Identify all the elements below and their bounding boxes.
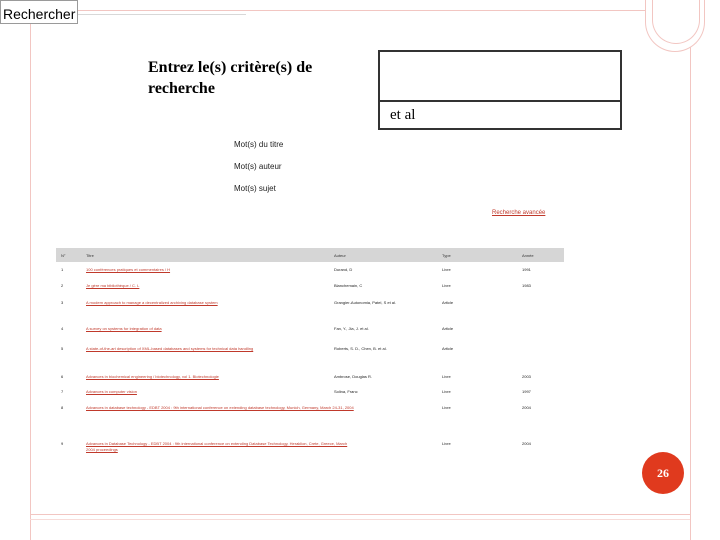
row-type: Livre: [442, 283, 451, 288]
row-num: 8: [61, 405, 64, 410]
header-type[interactable]: Type: [442, 253, 451, 258]
row-year: 1983: [522, 283, 531, 288]
row-type: Article: [442, 326, 454, 331]
advanced-search-link[interactable]: Recherche avancée: [492, 210, 546, 216]
table-row: [56, 441, 564, 461]
option-title-words[interactable]: Mot(s) du titre: [234, 140, 284, 149]
table-header: [56, 248, 564, 262]
frame-top-line: [30, 10, 690, 11]
row-title-link[interactable]: Advances in computer vision: [86, 389, 137, 394]
row-type: Livre: [442, 389, 451, 394]
table-row: [56, 374, 564, 389]
row-title-link[interactable]: Je gère ma bibliothèque / C. L: [86, 283, 140, 288]
row-num: 4: [61, 326, 64, 331]
criteria-input[interactable]: [380, 52, 620, 102]
option-author-words[interactable]: Mot(s) auteur: [234, 162, 282, 171]
header-year[interactable]: Année: [522, 253, 534, 258]
frame-left-line: [30, 0, 31, 540]
row-author: Roberts, S. D., Chen, B. et al.: [334, 346, 387, 351]
row-num: 3: [61, 300, 64, 305]
criteria-label: Entrez le(s) critère(s) de recherche: [148, 59, 313, 97]
option-subject-words[interactable]: Mot(s) sujet: [234, 184, 276, 193]
frame-right-line: [690, 0, 691, 540]
page-number-badge: 26: [642, 452, 684, 494]
row-type: Livre: [442, 374, 451, 379]
header-author[interactable]: Auteur: [334, 253, 346, 258]
frame-bottom-line-2: [30, 519, 690, 520]
row-title-link[interactable]: 100 conférences pratiques et commentaires / H: [86, 267, 171, 272]
row-year: 2004: [522, 405, 531, 410]
row-num: 6: [61, 374, 64, 379]
row-title-link[interactable]: Advances in Database Technology - EDBT 2004 : 9th international conference on extending Database Technology, Heraklion, Crete, Greece, March 2004 proceedings: [86, 441, 348, 452]
row-num: 5: [61, 346, 64, 351]
table-row: [56, 389, 564, 405]
table-row: [56, 326, 564, 346]
row-type: Livre: [442, 441, 451, 446]
row-year: 1997: [522, 389, 531, 394]
row-year: 1991: [522, 267, 531, 272]
top-divider: [78, 14, 246, 15]
table-row: [56, 283, 564, 300]
row-title-link[interactable]: A state-of-the-art description of XML-based databases and systems for technical data handling: [86, 346, 254, 351]
header-num: N°: [61, 253, 66, 258]
results-table: [56, 248, 564, 461]
table-row: [56, 300, 564, 326]
frame-bottom-line: [30, 514, 690, 515]
row-type: Livre: [442, 405, 451, 410]
row-author: Durand, D: [334, 267, 353, 272]
table-row: [56, 267, 564, 283]
row-author: Solina, Franc: [334, 389, 358, 394]
row-title-link[interactable]: Advances in biochemical engineering / biotechnology, vol 1. Biotechnologie: [86, 374, 219, 379]
row-num: 2: [61, 283, 64, 288]
row-type: Article: [442, 346, 454, 351]
row-num: 1: [61, 267, 64, 272]
row-type: Article: [442, 300, 454, 305]
search-button[interactable]: Rechercher: [0, 0, 78, 24]
row-year: 2004: [522, 441, 531, 446]
criteria-value[interactable]: et al: [390, 107, 416, 123]
header-title[interactable]: Titre: [86, 253, 94, 258]
row-year: 2003: [522, 374, 531, 379]
row-author: Blanchemain, C: [334, 283, 363, 288]
row-title-link[interactable]: A survey on systems for integration of data: [86, 326, 162, 331]
criteria-box: [378, 50, 622, 130]
row-num: 7: [61, 389, 64, 394]
row-author: Fan, Y., Jia, J. et al.: [334, 326, 369, 331]
row-author: Ambrose, Douglas R.: [334, 374, 373, 379]
row-title-link[interactable]: A modern approach to manage a decentralized archiving database system: [86, 300, 218, 305]
row-title-link[interactable]: Advances in database technology - EDBT 2004 : 9th international conference on extending database technology, Munich, Germany, March 24-31, 2004: [86, 405, 354, 410]
row-type: Livre: [442, 267, 451, 272]
row-author: Grangier-Autonomia, Patel, S et al.: [334, 300, 397, 305]
corner-ornament: [645, 0, 705, 52]
table-row: [56, 405, 564, 441]
table-row: [56, 346, 564, 374]
row-num: 9: [61, 441, 64, 446]
